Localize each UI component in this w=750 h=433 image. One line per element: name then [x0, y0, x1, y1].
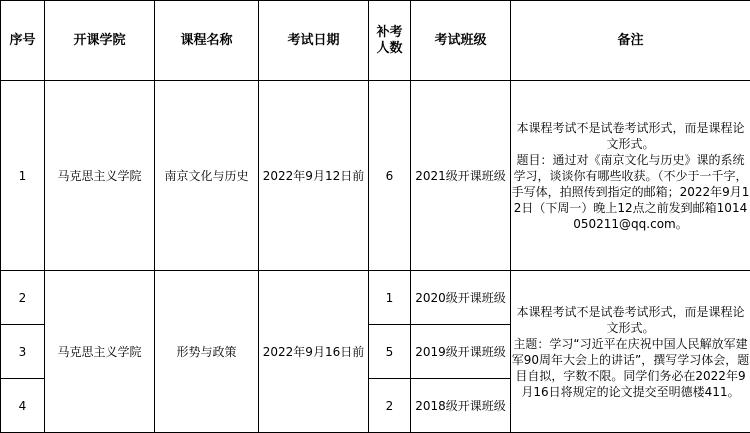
row-exam-class: 2021级开课班级 [411, 81, 511, 271]
row-exam-date: 2022年9月12日前 [259, 81, 369, 271]
row-remark: 本课程考试不是试卷考试形式，而是课程论文形式。 主题：学习“习近平在庆祝中国人民解放军建军90周年大会上的讲话”，撰写学习体会，题目自拟，字数不限。同学们务必在2022年9月16日将规定的论文提交至明德楼411。 [511, 271, 750, 433]
row-makeup-count: 1 [369, 271, 411, 325]
header-college: 开课学院 [45, 1, 155, 81]
header-makeup-line1: 补考 [376, 25, 402, 40]
row-course: 南京文化与历史 [155, 81, 259, 271]
header-seq: 序号 [1, 1, 45, 81]
header-class: 考试班级 [411, 1, 511, 81]
table-row [1, 271, 750, 325]
header-course: 课程名称 [155, 1, 259, 81]
row-makeup-count: 5 [369, 325, 411, 379]
row-seq: 3 [1, 325, 45, 379]
row-course: 形势与政策 [155, 271, 259, 433]
row-makeup-count: 6 [369, 81, 411, 271]
row-college: 马克思主义学院 [45, 81, 155, 271]
header-makeup-count [369, 1, 411, 81]
row-exam-date: 2022年9月16日前 [259, 271, 369, 433]
row-college: 马克思主义学院 [45, 271, 155, 433]
row-seq: 4 [1, 379, 45, 433]
row-makeup-count: 2 [369, 379, 411, 433]
header-date: 考试日期 [259, 1, 369, 81]
row-exam-class: 2019级开课班级 [411, 325, 511, 379]
header-makeup-line2: 人数 [376, 41, 402, 56]
row-exam-class: 2018级开课班级 [411, 379, 511, 433]
row-seq: 1 [1, 81, 45, 271]
header-row [1, 1, 750, 81]
row-exam-class: 2020级开课班级 [411, 271, 511, 325]
row-seq: 2 [1, 271, 45, 325]
header-remark: 备注 [511, 1, 750, 81]
row-remark: 本课程考试不是试卷考试形式，而是课程论文形式。 题目：通过对《南京文化与历史》课的系统学习，谈谈你有哪些收获。（不少于一千字，手写体，拍照传到指定的邮箱；2022年9月12日（下周一）晚上12点之前发到邮箱1014050211@qq.com。 [511, 81, 750, 271]
table-row [1, 81, 750, 271]
